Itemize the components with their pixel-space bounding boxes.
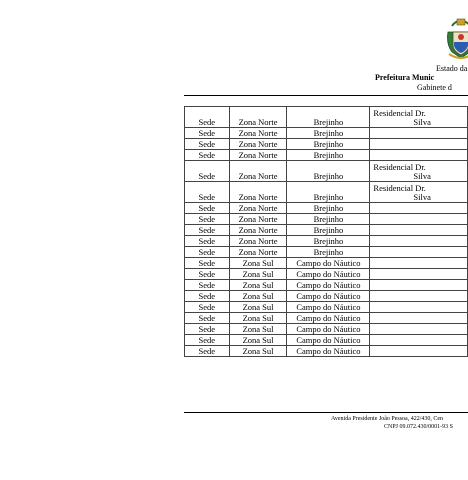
- cell-distrito: Sede: [185, 335, 230, 346]
- cell-distrito: Sede: [185, 107, 230, 128]
- cell-local: [370, 203, 468, 214]
- cell-zona: Zona Norte: [229, 128, 287, 139]
- document-page: Estado da Prefeitura Munic Gabinete d Sede Zona Norte Brejinho Residencial Dr. Silva Sede Zona Norte Brejinho Sede Zona Norte Brejinho Sede Zona Norte Brejinho Sede Zona Norte Brejinho Residencial Dr. Silva Sede Zona Norte Brejinho Residencial Dr. Silva Sede Zona Norte Brejinho Sede Zona Norte Brejinho Sede Zona Norte Brejinho Sede Zona Norte Brejinho Sede Zona Norte Brejinho Sede Zona Sul Campo do Náutico Sede Zona Sul Campo do Náutico Sede Zona Sul Campo do Náutico Sede Zona Sul Campo do Náutico Sede Zona Sul Campo do Náutico Sede Zona Sul Campo do Náutico Sede Zona Sul Campo do Náutico Sede Zona Sul Campo do Náutico Sede Zona Sul Campo do Náutico Avenida Presidente João Pessoa, 422/430, Cen CNPJ 09.072.430/0001-93 S: [0, 0, 468, 480]
- cell-local: [370, 225, 468, 236]
- cell-local-line2: Silva: [413, 171, 431, 181]
- cell-bairro: Campo do Náutico: [287, 346, 370, 357]
- table-row: [185, 128, 468, 139]
- table-row: [185, 346, 468, 357]
- cell-bairro: Brejinho: [287, 161, 370, 182]
- locations-table: [184, 106, 468, 357]
- table-row: [185, 335, 468, 346]
- cell-zona: Zona Sul: [229, 346, 287, 357]
- cell-zona: Zona Norte: [229, 225, 287, 236]
- table-row: [185, 139, 468, 150]
- table-row: [185, 280, 468, 291]
- cell-local: [370, 324, 468, 335]
- cell-bairro: Campo do Náutico: [287, 324, 370, 335]
- table-row: [185, 313, 468, 324]
- table-row: [185, 150, 468, 161]
- cell-local: [370, 247, 468, 258]
- cell-distrito: Sede: [185, 150, 230, 161]
- cell-local: [370, 150, 468, 161]
- cell-distrito: Sede: [185, 291, 230, 302]
- cell-distrito: Sede: [185, 203, 230, 214]
- cell-zona: Zona Norte: [229, 107, 287, 128]
- cell-distrito: Sede: [185, 280, 230, 291]
- table-row: [185, 214, 468, 225]
- table-row: [185, 225, 468, 236]
- cell-local: [370, 335, 468, 346]
- cell-local-line1: Residencial Dr.: [373, 183, 426, 193]
- cell-zona: Zona Sul: [229, 280, 287, 291]
- table-row: [185, 107, 468, 128]
- table-row: [185, 324, 468, 335]
- footer-divider: [184, 412, 468, 413]
- cell-bairro: Campo do Náutico: [287, 280, 370, 291]
- cell-zona: Zona Norte: [229, 161, 287, 182]
- cell-local: [370, 128, 468, 139]
- cell-bairro: Brejinho: [287, 247, 370, 258]
- cell-zona: Zona Sul: [229, 302, 287, 313]
- cell-local-line2: Silva: [413, 192, 431, 202]
- cell-zona: Zona Sul: [229, 335, 287, 346]
- cell-distrito: Sede: [185, 313, 230, 324]
- table-row: [185, 203, 468, 214]
- cell-bairro: Brejinho: [287, 128, 370, 139]
- cell-bairro: Brejinho: [287, 236, 370, 247]
- cell-distrito: Sede: [185, 214, 230, 225]
- cell-zona: Zona Sul: [229, 269, 287, 280]
- cell-local: [370, 182, 468, 203]
- cell-bairro: Campo do Náutico: [287, 258, 370, 269]
- cell-bairro: Brejinho: [287, 225, 370, 236]
- cell-zona: Zona Norte: [229, 150, 287, 161]
- cell-local: [370, 346, 468, 357]
- cell-bairro: Brejinho: [287, 182, 370, 203]
- cell-local: [370, 236, 468, 247]
- table-row: [185, 247, 468, 258]
- cell-zona: Zona Norte: [229, 182, 287, 203]
- cell-bairro: Brejinho: [287, 139, 370, 150]
- cell-distrito: Sede: [185, 139, 230, 150]
- cell-distrito: Sede: [185, 236, 230, 247]
- cell-distrito: Sede: [185, 324, 230, 335]
- cell-distrito: Sede: [185, 247, 230, 258]
- cell-local-line1: Residencial Dr.: [373, 108, 426, 118]
- table-row: [185, 236, 468, 247]
- header-divider: [184, 95, 468, 96]
- coat-of-arms-icon: [446, 18, 468, 60]
- cell-local: [370, 302, 468, 313]
- cell-local: [370, 269, 468, 280]
- cell-distrito: Sede: [185, 128, 230, 139]
- table-row: [185, 258, 468, 269]
- cell-bairro: Brejinho: [287, 107, 370, 128]
- cell-distrito: Sede: [185, 302, 230, 313]
- cell-local: [370, 313, 468, 324]
- cell-zona: Zona Norte: [229, 139, 287, 150]
- cell-zona: Zona Sul: [229, 324, 287, 335]
- cell-local-line2: Silva: [413, 117, 431, 127]
- cell-distrito: Sede: [185, 182, 230, 203]
- cell-bairro: Campo do Náutico: [287, 313, 370, 324]
- cell-local: [370, 161, 468, 182]
- cell-distrito: Sede: [185, 269, 230, 280]
- table-row: [185, 269, 468, 280]
- cell-zona: Zona Sul: [229, 258, 287, 269]
- cell-bairro: Campo do Náutico: [287, 335, 370, 346]
- cell-bairro: Brejinho: [287, 214, 370, 225]
- cell-bairro: Brejinho: [287, 203, 370, 214]
- cell-local: [370, 139, 468, 150]
- table-row: [185, 302, 468, 313]
- cell-local-line1: Residencial Dr.: [373, 162, 426, 172]
- table-row: [185, 182, 468, 203]
- cell-bairro: Campo do Náutico: [287, 291, 370, 302]
- cell-zona: Zona Norte: [229, 247, 287, 258]
- cell-distrito: Sede: [185, 346, 230, 357]
- cell-local: [370, 107, 468, 128]
- cell-local: [370, 214, 468, 225]
- cell-distrito: Sede: [185, 225, 230, 236]
- cell-zona: Zona Sul: [229, 313, 287, 324]
- cell-bairro: Campo do Náutico: [287, 302, 370, 313]
- cell-distrito: Sede: [185, 161, 230, 182]
- cell-zona: Zona Sul: [229, 291, 287, 302]
- cell-local: [370, 291, 468, 302]
- cell-zona: Zona Norte: [229, 214, 287, 225]
- cell-bairro: Brejinho: [287, 150, 370, 161]
- cell-local: [370, 258, 468, 269]
- cell-zona: Zona Norte: [229, 236, 287, 247]
- table-row: [185, 161, 468, 182]
- cell-zona: Zona Norte: [229, 203, 287, 214]
- cell-local: [370, 280, 468, 291]
- cell-bairro: Campo do Náutico: [287, 269, 370, 280]
- table-row: [185, 291, 468, 302]
- cell-distrito: Sede: [185, 258, 230, 269]
